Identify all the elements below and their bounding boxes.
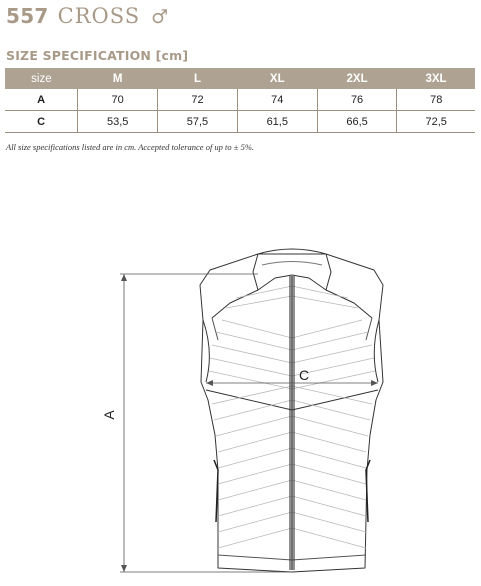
table-cell: 74 — [237, 89, 317, 111]
size-specification-heading: SIZE SPECIFICATION [cm] — [6, 48, 189, 63]
left-pocket — [214, 460, 218, 522]
row-label-c: C — [5, 111, 78, 133]
header-cell-2xl: 2XL — [317, 68, 397, 89]
tolerance-note: All size specifications listed are in cm. Accepted tolerance of up to ± 5%. — [6, 142, 255, 152]
row-label-a: A — [5, 89, 78, 111]
dimension-label-a: A — [101, 410, 117, 420]
table-cell: 72 — [158, 89, 238, 111]
header-cell-3xl: 3XL — [397, 68, 475, 89]
header-cell-m: M — [78, 68, 158, 89]
center-zipper — [290, 276, 294, 570]
table-cell: 72,5 — [397, 111, 475, 133]
table-cell: 78 — [397, 89, 475, 111]
table-cell: 57,5 — [158, 111, 238, 133]
header-cell-xl: XL — [237, 68, 317, 89]
header-cell-size: size — [5, 68, 78, 89]
table-cell: 66,5 — [317, 111, 397, 133]
table-cell: 61,5 — [237, 111, 317, 133]
table-cell: 76 — [317, 89, 397, 111]
male-symbol-icon: ♂ — [151, 6, 169, 28]
table-cell: 53,5 — [78, 111, 158, 133]
header-cell-l: L — [158, 68, 238, 89]
product-code: 557 — [6, 4, 49, 28]
dimension-label-c: C — [298, 367, 310, 383]
product-name: CROSS — [57, 4, 141, 28]
table-cell: 70 — [78, 89, 158, 111]
